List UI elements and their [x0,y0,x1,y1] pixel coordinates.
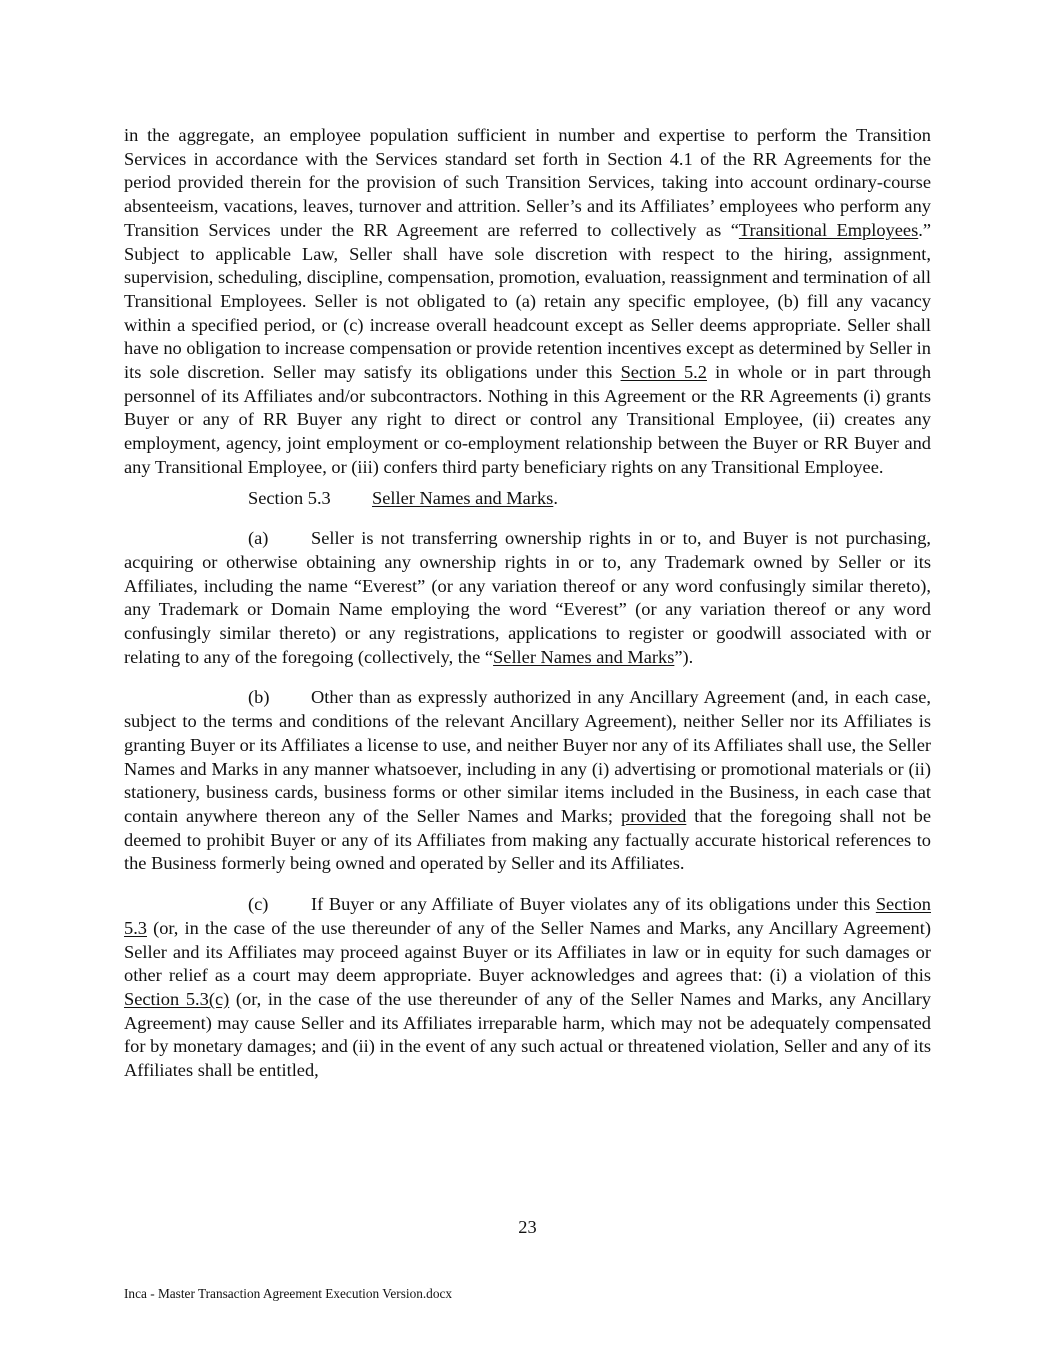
page-number: 23 [518,1217,537,1237]
paragraph-a [124,527,931,669]
text-run: ”). [674,646,694,667]
paragraph-label: (c) [248,894,269,915]
text-run: Seller is not transferring ownership rights in or to, and Buyer is not purchasing, acquiring or otherwise obtaining any ownership rights in or to, any Trademark owned by Seller or its Affiliates, including the name “Everest” (or any variation thereof or any word confusingly similar thereto), any Trademark or Domain Name employing the word “Everest” (or any variation thereof or any word confusingly similar thereto) or any registrations, applications to register or goodwill associated with or relating to any of the foregoing (collectively, the “ [124,528,931,667]
document-page [124,124,931,1083]
text-run: in the aggregate, an employee population sufficient in number and expertise to perform the Transition Services in accordance with the Services standard set forth in Section 4.1 of the RR Agreements for the period provided therein for the provision of such Transition Services, taking into account ordinary-course absenteeism, vacations, leaves, turnover and attrition. Seller’s and its Affiliates’ employees who perform any Transition Services under the RR Agreement are referred to collectively as “ [124,125,931,240]
paragraph-label: (a) [248,528,269,549]
section-heading [124,487,931,511]
continuation-paragraph [124,124,931,480]
section-number: Section 5.3 [248,487,331,508]
section-title-period: . [553,487,558,508]
cross-reference-section-5-3: Section 5.3 [124,894,931,938]
text-run: in whole or in part through personnel of its Affiliates and/or subcontractors. Nothing in this Agreement or the RR Agreements (i) grants Buyer or any of RR Buyer any right to direct or control any Transitional Employee, (ii) creates any employment, agency, joint employment or co-employment relationship between the Buyer or RR Buyer and any Transitional Employee, or (iii) confers third party beneficiary rights on any Transitional Employee. [124,362,932,477]
document-footer: Inca - Master Transaction Agreement Execution Version.docx [124,1286,453,1301]
provided-term: provided [620,805,687,826]
text-run: .” Subject to applicable Law, Seller shall have sole discretion with respect to the hiring, assignment, supervision, scheduling, discipline, compensation, promotion, evaluation, reassignment and termination of all Transitional Employees. Seller is not obligated to (a) retain any specific employee, (b) fill any vacancy within a specified period, or (c) increase overall headcount except as Seller deems appropriate. Seller shall have no obligation to increase compensation or provide retention incentives except as determined by Seller in its sole discretion. Seller may satisfy its obligations under this [124,219,931,383]
paragraph-label: (b) [248,687,270,708]
text-run: (or, in the case of the use thereunder of any of the Seller Names and Marks, any Ancillary Agreement) Seller and its Affiliates may proceed against Buyer or its Affiliates in law or in equity for such damages or other relief as a court may deem appropriate. Buyer acknowledges and agrees that: (i) a violation of this [124,917,931,986]
cross-reference-section-5-3-c: Section 5.3(c) [124,988,230,1009]
section-title: Seller Names and Marks [372,487,554,508]
cross-reference-section-5-2: Section 5.2 [620,362,707,383]
paragraph-c [124,893,931,1083]
paragraph-b [124,686,931,876]
text-run: that the foregoing shall not be deemed to prohibit Buyer or any of its Affiliates from making any factually accurate historical references to the Business formerly being owned and operated by Seller and its Affiliates. [124,805,931,874]
text-run: (or, in the case of the use thereunder of any of the Seller Names and Marks, any Ancillary Agreement) may cause Seller and its Affiliates irreparable harm, which may not be adequately compensated for by monetary damages; and (ii) in the event of any such actual or threatened violation, Seller and any of its Affiliates shall be entitled, [124,988,931,1081]
text-run: If Buyer or any Affiliate of Buyer violates any of its obligations under this [311,894,876,915]
text-run: Other than as expressly authorized in any Ancillary Agreement (and, in each case, subject to the terms and conditions of the relevant Ancillary Agreement), neither Seller nor its Affiliates is granting Buyer or its Affiliates a license to use, and neither Buyer nor any of its Affiliates shall use, the Seller Names and Marks in any manner whatsoever, including in any (i) advertising or promotional materials or (ii) stationery, business cards, business forms or other similar items included in the Business, in each case that contain anywhere thereon any of the Seller Names and Marks; [124,687,931,826]
defined-term-seller-names-and-marks: Seller Names and Marks [493,646,675,667]
defined-term-transitional-employees: Transitional Employees [738,219,919,240]
